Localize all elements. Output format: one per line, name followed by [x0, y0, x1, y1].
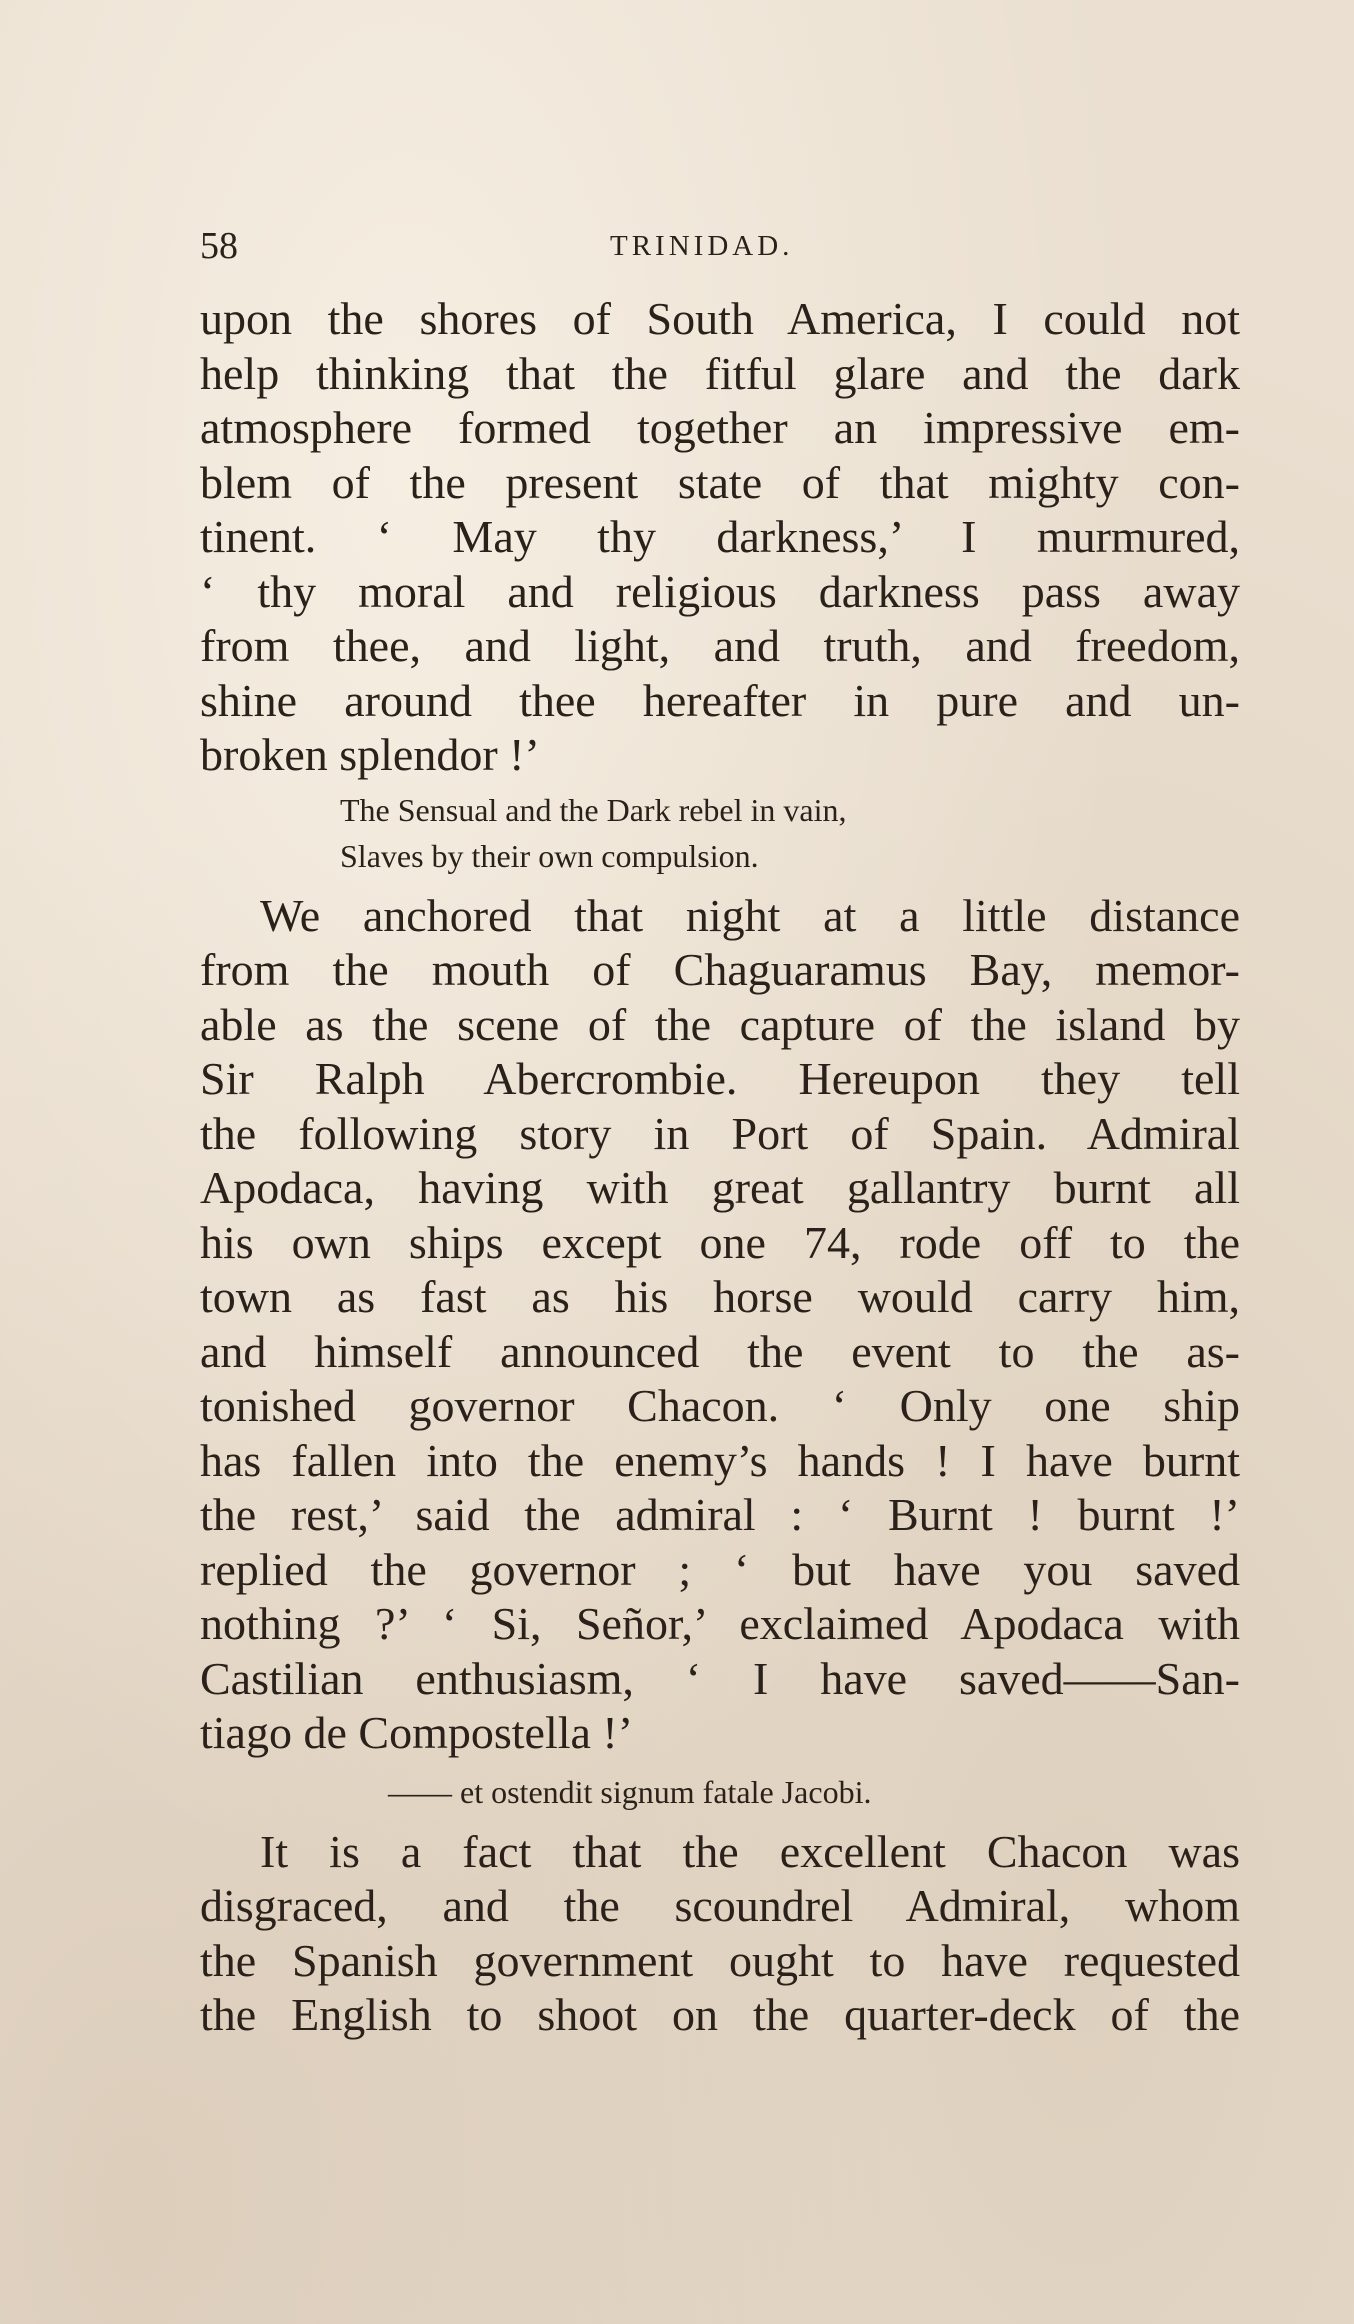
text-line: atmosphere formed together an impressive em- [200, 402, 1240, 453]
text-line: and himself announced the event to the as- [200, 1325, 1240, 1377]
text-line: We anchored that night at a little distance [260, 889, 1240, 941]
text-line: the English to shoot on the quarter-deck of the [200, 1989, 1240, 2040]
text-line: able as the scene of the capture of the island by [200, 998, 1240, 1050]
page-number: 58 [200, 225, 238, 267]
latin-quote: —— et ostendit signum fatale Jacobi. [388, 1773, 872, 1810]
text-line: from the mouth of Chaguaramus Bay, memor- [200, 944, 1240, 995]
text-line: disgraced, and the scoundrel Admiral, whom [200, 1880, 1240, 1931]
text-line: Castilian enthusiasm, ‘ I have saved——San- [200, 1652, 1240, 1704]
text-line: from thee, and light, and truth, and freedom, [200, 620, 1240, 671]
text-line: nothing ?’ ‘ Si, Señor,’ exclaimed Apodaca with [200, 1598, 1240, 1649]
text-line: town as fast as his horse would carry him, [200, 1271, 1240, 1322]
page-header [200, 224, 1240, 274]
verse-line: The Sensual and the Dark rebel in vain, [340, 791, 847, 828]
text-line: broken splendor !’ [200, 729, 540, 780]
text-line: the rest,’ said the admiral : ‘ Burnt ! burnt !’ [200, 1489, 1240, 1540]
text-line: blem of the present state of that mighty con- [200, 456, 1240, 508]
text-line: Apodaca, having with great gallantry burnt all [200, 1162, 1240, 1213]
text-line: his own ships except one 74, rode off to the [200, 1216, 1240, 1268]
paragraph-2 [200, 889, 1240, 1761]
text-line: the Spanish government ought to have requested [200, 1934, 1240, 1986]
text-line: upon the shores of South America, I could not [200, 293, 1240, 344]
paragraph-1 [200, 292, 1240, 783]
text-line: replied the governor ; ‘ but have you saved [200, 1543, 1240, 1595]
body-text [200, 292, 1240, 2043]
text-line: help thinking that the fitful glare and the dark [200, 347, 1240, 399]
text-line: tiago de Compostella !’ [200, 1707, 634, 1758]
paragraph-3 [200, 1825, 1240, 2043]
verse-quote [200, 787, 1240, 879]
text-line: Sir Ralph Abercrombie. Hereupon they tell [200, 1053, 1240, 1104]
text-line: has fallen into the enemy’s hands ! I have burnt [200, 1434, 1240, 1486]
running-head: TRINIDAD. [610, 230, 794, 262]
text-line: tinent. ‘ May thy darkness,’ I murmured, [200, 511, 1240, 562]
verse-line: Slaves by their own compulsion. [340, 837, 759, 874]
text-line: shine around thee hereafter in pure and un- [200, 674, 1240, 726]
text-line: tonished governor Chacon. ‘ Only one ship [200, 1380, 1240, 1431]
text-line: the following story in Port of Spain. Admiral [200, 1107, 1240, 1159]
text-line: ‘ thy moral and religious darkness pass away [200, 565, 1240, 617]
text-line: It is a fact that the excellent Chacon was [260, 1825, 1240, 1877]
